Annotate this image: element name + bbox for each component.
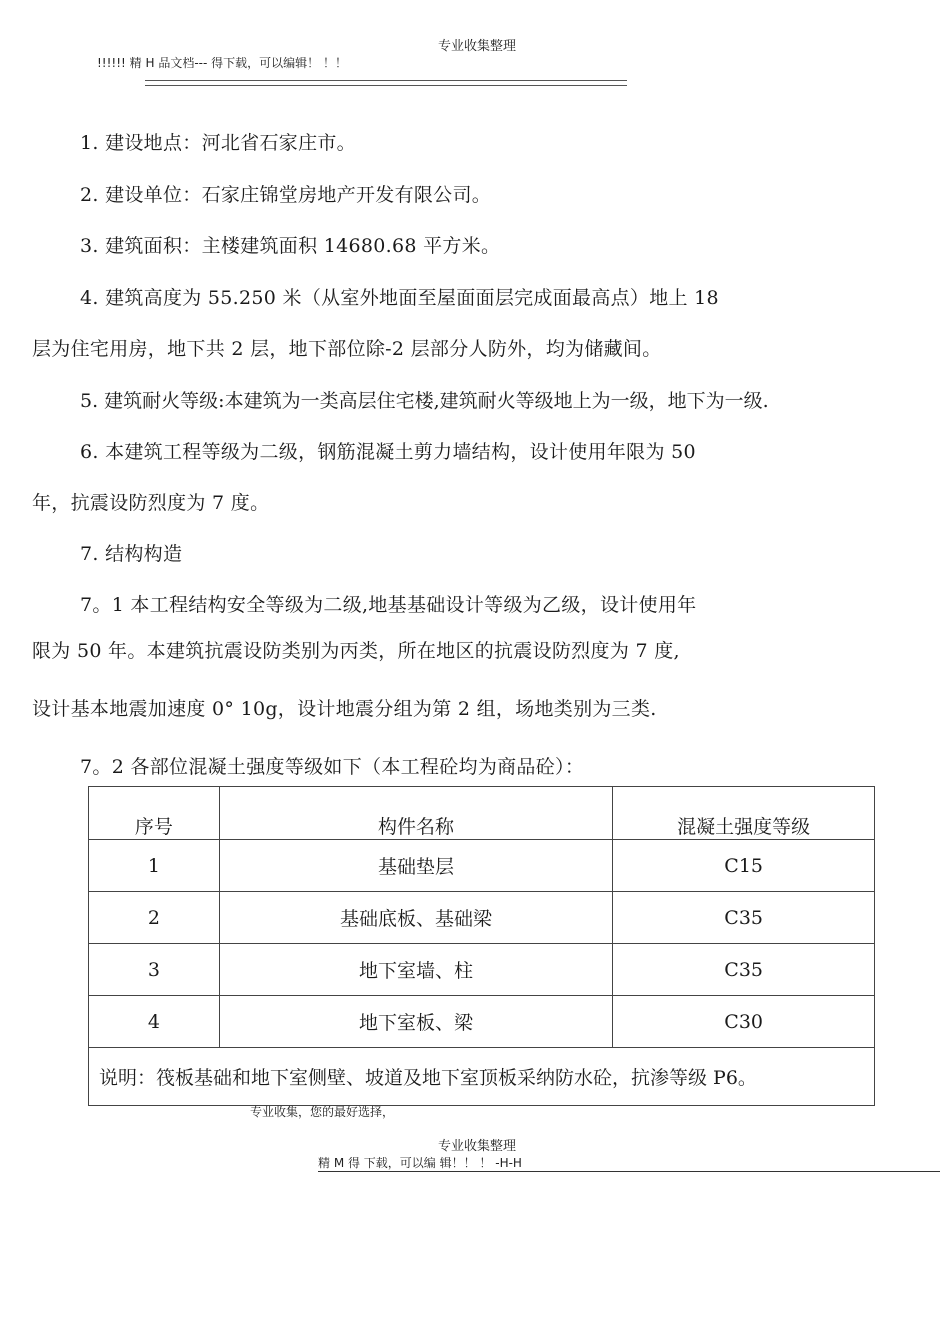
footer-title: 专业收集整理 xyxy=(438,1139,517,1154)
cell-index: 2 xyxy=(89,892,220,944)
footer-tagline: 专业收集，您的最好选择， xyxy=(250,1105,395,1119)
paragraph-7-1-line3: 设计基本地震加速度 0° 10g，设计地震分组为第 2 组，场地类别为三类. xyxy=(32,698,657,720)
cell-component: 地下室墙、柱 xyxy=(219,944,612,996)
paragraph-grade-line2: 年，抗震设防烈度为 7 度。 xyxy=(32,492,270,514)
paragraph-7-1-line1: 7。1 本工程结构安全等级为二级,地基基础设计等级为乙级，设计使用年 xyxy=(80,594,697,616)
cell-index: 1 xyxy=(89,840,220,892)
table-row xyxy=(89,892,875,944)
table-row xyxy=(89,996,875,1048)
cell-grade: C35 xyxy=(613,944,875,996)
paragraph-site: 1. 建设地点：河北省石家庄市。 xyxy=(80,132,356,154)
section-heading-structure: 7. 结构构造 xyxy=(80,543,183,565)
paragraph-owner: 2. 建设单位：石家庄锦堂房地产开发有限公司。 xyxy=(80,184,492,206)
footer-rule xyxy=(318,1171,940,1172)
paragraph-grade-line1: 6. 本建筑工程等级为二级，钢筋混凝土剪力墙结构，设计使用年限为 50 xyxy=(80,441,696,463)
column-header-grade: 混凝土强度等级 xyxy=(613,787,875,840)
table-note-row xyxy=(89,1048,875,1106)
column-header-component: 构件名称 xyxy=(219,787,612,840)
cell-component: 基础垫层 xyxy=(219,840,612,892)
table-header-row xyxy=(89,787,875,840)
paragraph-height-line2: 层为住宅用房，地下共 2 层，地下部位除-2 层部分人防外，均为储藏间。 xyxy=(32,338,662,360)
paragraph-7-2: 7。2 各部位混凝土强度等级如下（本工程砼均为商品砼）： xyxy=(80,756,585,778)
table-note: 说明：筏板基础和地下室侧壁、坡道及地下室顶板采纳防水砼，抗渗等级 P6。 xyxy=(89,1048,875,1106)
concrete-grade-table xyxy=(88,786,875,1106)
paragraph-height-line1: 4. 建筑高度为 55.250 米（从室外地面至屋面面层完成面最高点）地上 18 xyxy=(80,287,719,309)
cell-component: 基础底板、基础梁 xyxy=(219,892,612,944)
paragraph-fire-rating: 5. 建筑耐火等级:本建筑为一类高层住宅楼,建筑耐火等级地上为一级，地下为一级. xyxy=(80,390,769,412)
cell-index: 4 xyxy=(89,996,220,1048)
header-separator xyxy=(145,80,627,86)
promo-line: !!!!!! 精 H 品文档--- 得下载，可以编辑！ ！！ xyxy=(97,56,347,70)
table-row xyxy=(89,840,875,892)
header-title: 专业收集整理 xyxy=(438,39,517,54)
cell-grade: C35 xyxy=(613,892,875,944)
cell-grade: C15 xyxy=(613,840,875,892)
column-header-index: 序号 xyxy=(89,787,220,840)
paragraph-area: 3. 建筑面积：主楼建筑面积 14680.68 平方米。 xyxy=(80,235,501,257)
cell-component: 地下室板、梁 xyxy=(219,996,612,1048)
paragraph-7-1-line2: 限为 50 年。本建筑抗震设防类别为丙类，所在地区的抗震设防烈度为 7 度, xyxy=(32,640,680,662)
footer-promo: 精 M 得 下载，可以编 辑！！ ！ -H-H xyxy=(318,1156,522,1170)
cell-grade: C30 xyxy=(613,996,875,1048)
cell-index: 3 xyxy=(89,944,220,996)
table-row xyxy=(89,944,875,996)
